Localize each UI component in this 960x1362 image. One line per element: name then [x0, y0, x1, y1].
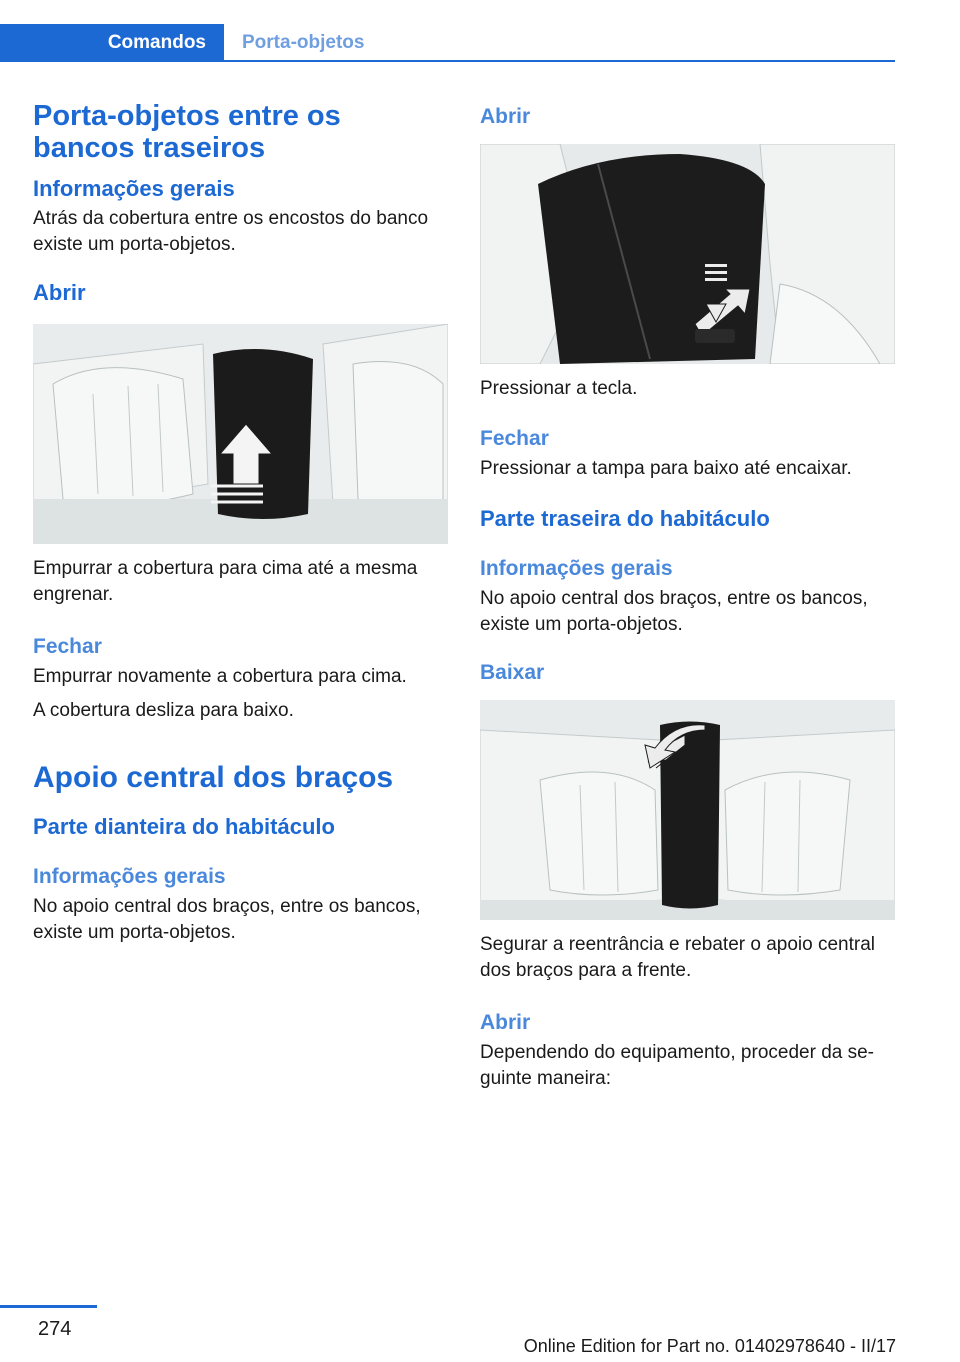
open-caption: Empurrar a cobertura para cima até a mesma engrenar. — [33, 558, 418, 605]
close-text-1: Empurrar novamente a cobertura para cima. — [33, 666, 407, 687]
front-heading: Parte dianteira do habitáculo — [33, 814, 335, 839]
figure-rear-armrest-lower — [480, 700, 895, 920]
info-heading: Informações gerais — [33, 176, 235, 201]
header-rule — [224, 60, 895, 62]
left-column — [33, 100, 448, 946]
front-info-heading: Informações gerais — [33, 865, 226, 888]
section-title: Apoio central dos braços — [33, 761, 394, 794]
open-heading: Abrir — [33, 280, 86, 305]
tab-porta-objetos[interactable]: Porta-objetos — [242, 32, 365, 53]
open-heading-right: Abrir — [480, 105, 531, 128]
right-column — [480, 104, 895, 1092]
open-caption-right: Pressionar a tecla. — [480, 378, 638, 399]
close-heading: Fechar — [33, 635, 102, 658]
info-text: Atrás da cobertura entre os encostos do banco existe um porta-objetos. — [33, 208, 429, 255]
tab-comandos[interactable]: Comandos — [0, 24, 224, 62]
close-heading-right: Fechar — [480, 427, 549, 450]
lower-heading: Baixar — [480, 661, 545, 684]
page-title: Porta-objetos entre os bancos traseiros — [33, 100, 341, 164]
edition-text: Online Edition for Part no. 01402978640 - II/17 — [523, 1336, 896, 1356]
rear-heading: Parte traseira do habitáculo — [480, 506, 770, 531]
figure-rear-seat-cover-open — [33, 324, 448, 544]
close-text-right: Pressionar a tampa para baixo até encaixar. — [480, 458, 852, 479]
rear-info-heading: Informações gerais — [480, 557, 673, 580]
figure-front-armrest-open — [480, 144, 895, 364]
lower-caption: Segurar a reentrância e rebater o apoio central dos braços para a frente. — [480, 934, 876, 981]
footer-rule — [0, 1305, 97, 1308]
open2-heading: Abrir — [480, 1011, 531, 1034]
page-number: 274 — [38, 1318, 72, 1340]
front-info-text: No apoio central dos braços, entre os bancos, existe um porta-objetos. — [33, 896, 421, 943]
open2-text: Dependendo do equipamento, proceder da se-guinte maneira: — [480, 1042, 875, 1089]
rear-info-text: No apoio central dos braços, entre os bancos, existe um porta-objetos. — [480, 588, 868, 635]
close-text-2: A cobertura desliza para baixo. — [33, 700, 294, 721]
